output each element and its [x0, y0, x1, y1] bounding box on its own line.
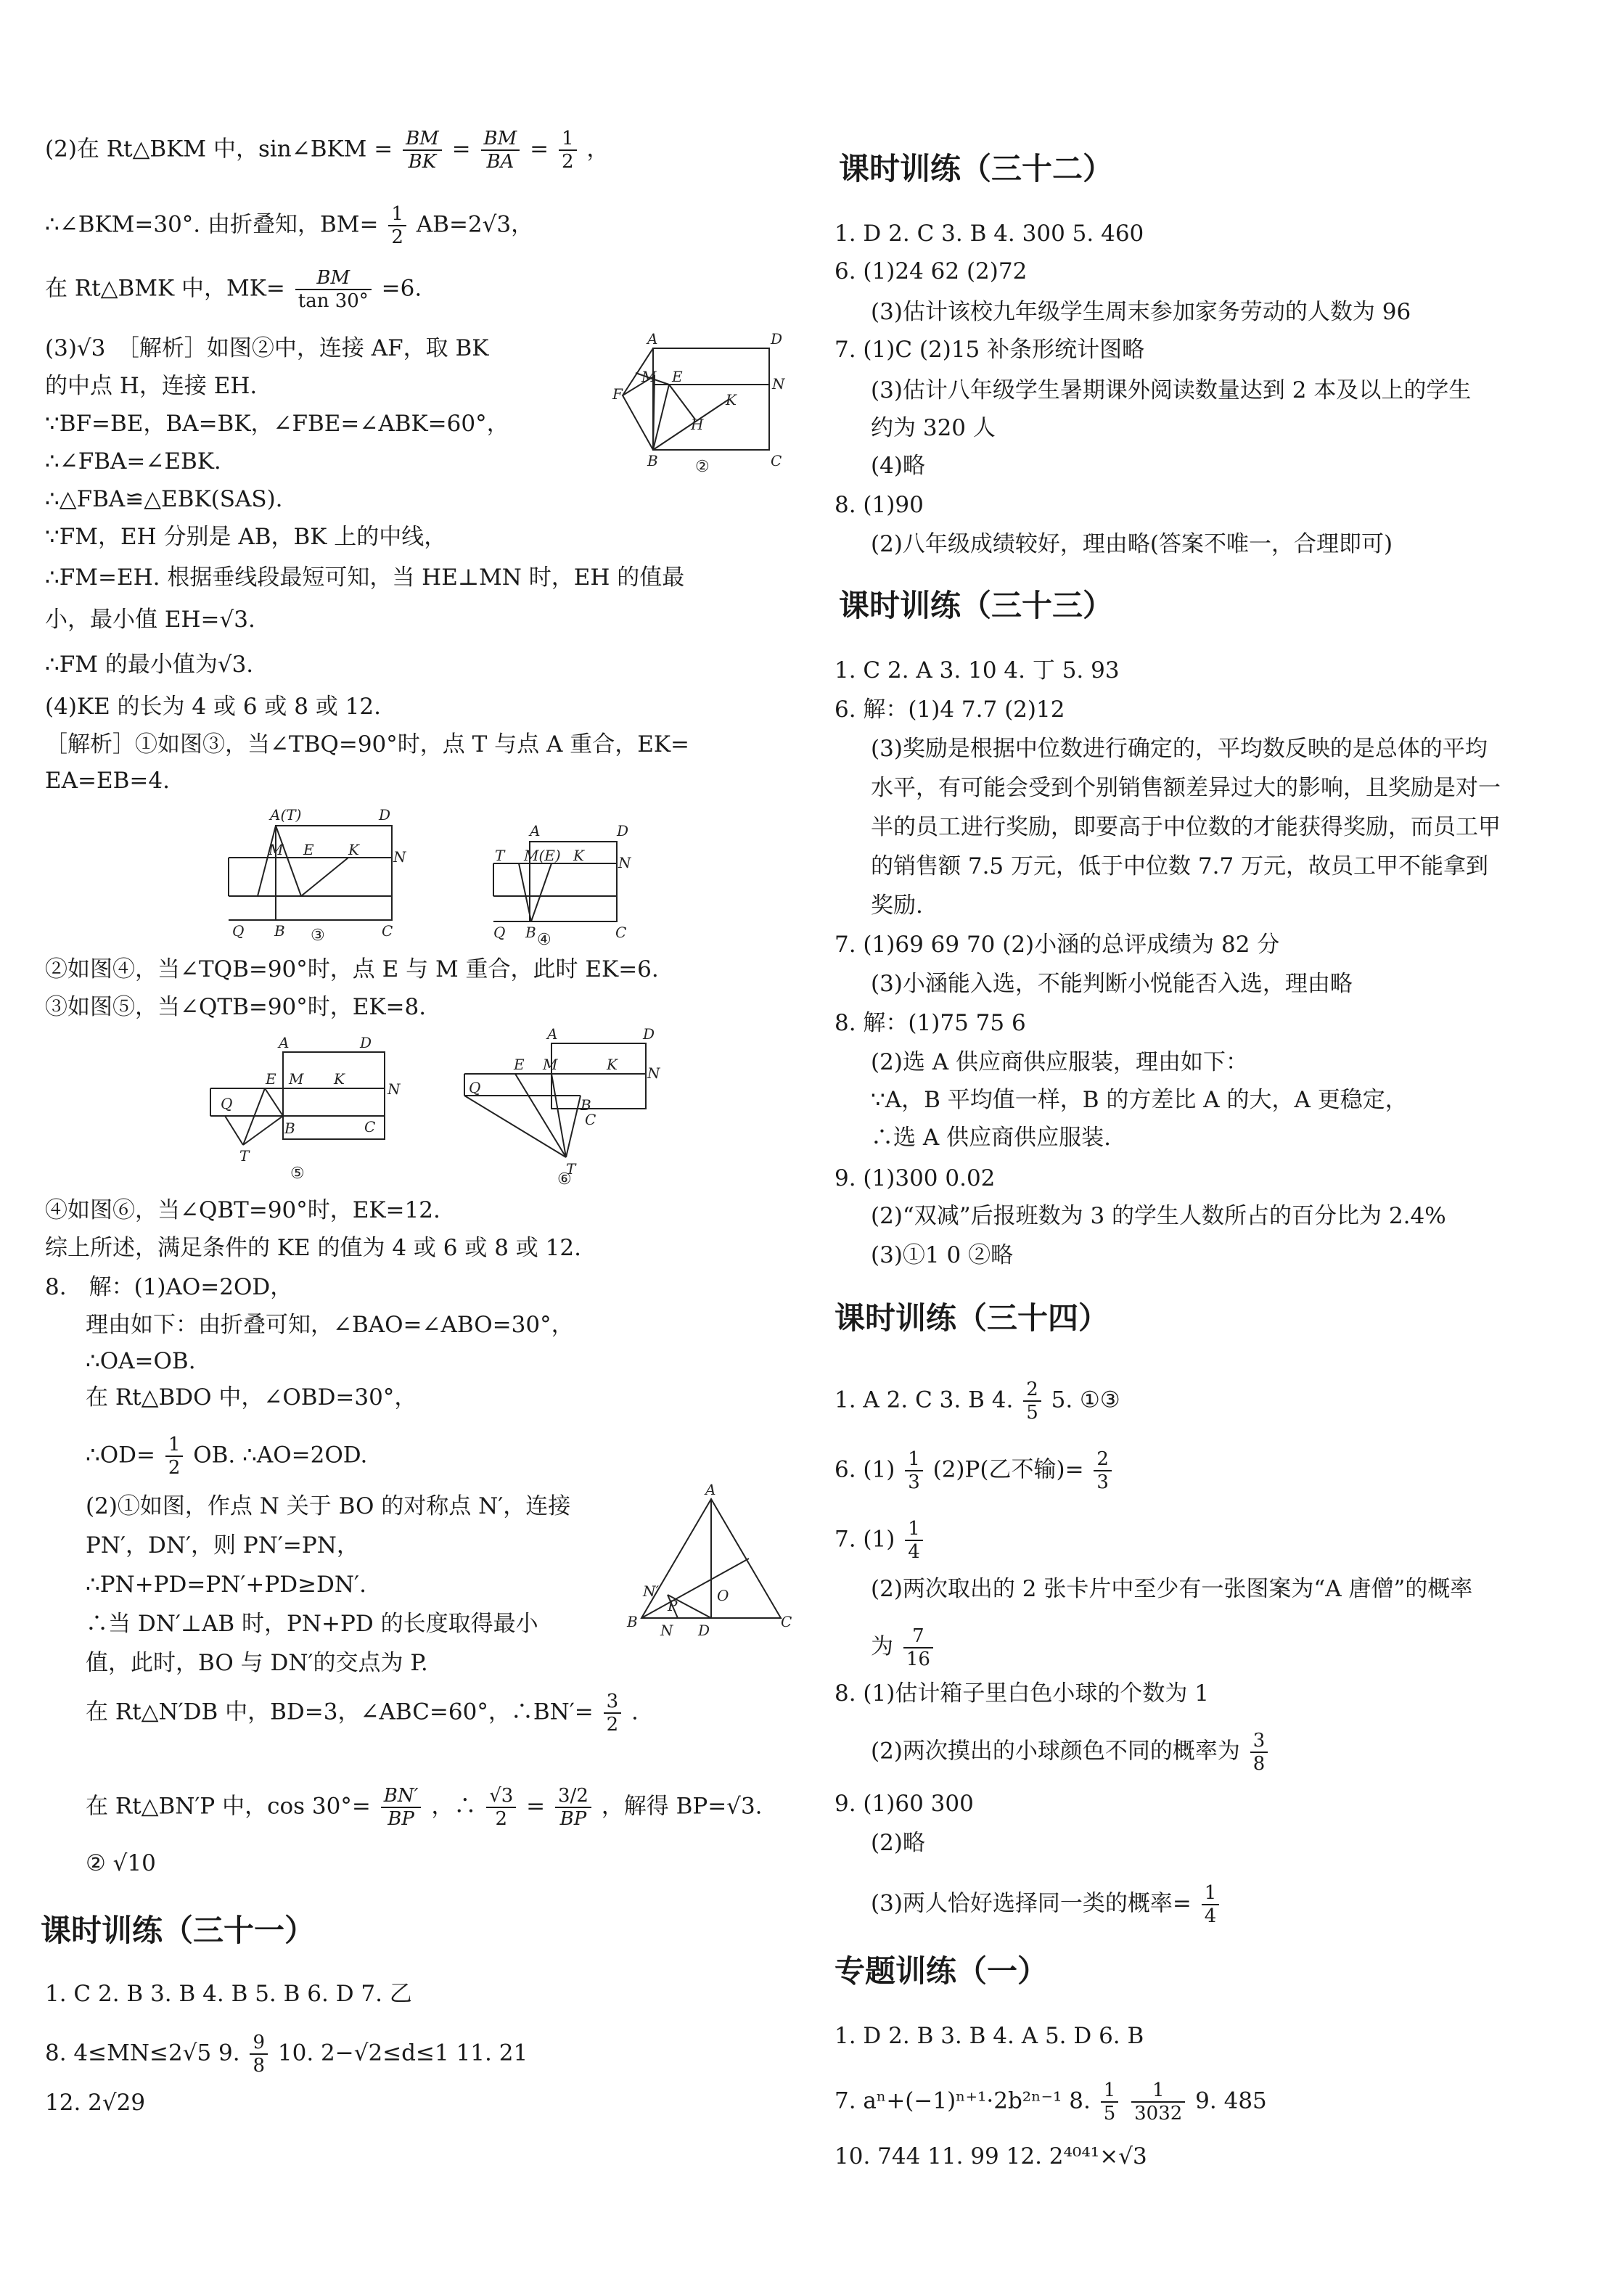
svg-text:Q: Q	[232, 922, 245, 940]
svg-text:M: M	[268, 841, 284, 858]
svg-text:C: C	[781, 1613, 792, 1630]
s33-line15: (2)“双减”后报班数为 3 的学生人数所占的百分比为 2.4%	[871, 1203, 1446, 1229]
q8-line1: 8. 解：(1)AO=2OD，	[45, 1274, 293, 1300]
section-title-31: 课时训练（三十一）	[41, 1913, 316, 1948]
s31-line1: 1. C 2. B 3. B 4. B 5. B 6. D 7. 乙	[45, 1981, 412, 2007]
svg-text:F: F	[612, 385, 623, 403]
svg-text:A: A	[530, 822, 541, 839]
figure-4	[479, 820, 646, 947]
p4-line6: ④如图⑥，当∠QBT=90°时，EK=12.	[45, 1197, 440, 1223]
fraction: $\frac{BM}{BA}$	[481, 128, 520, 173]
svg-text:M: M	[289, 1070, 304, 1088]
svg-text:A(T): A(T)	[270, 806, 302, 824]
q8-line10: 值，此时，BO 与 DN′的交点为 P.	[86, 1650, 428, 1676]
svg-text:N: N	[660, 1622, 673, 1639]
p4-line1: (4)KE 的长为 4 或 6 或 8 或 12.	[45, 694, 382, 720]
s32-line4: 7. (1)C (2)15 补条形统计图略	[834, 337, 1145, 363]
s32-line9: (2)八年级成绩较好，理由略(答案不唯一，合理即可)	[871, 531, 1393, 557]
s34-line9: (2)略	[871, 1830, 925, 1856]
svg-text:C: C	[382, 922, 393, 940]
p4-line7: 综上所述，满足条件的 KE 的值为 4 或 6 或 8 或 12.	[45, 1235, 581, 1261]
q8-line2: 理由如下：由折叠可知，∠BAO=∠ABO=30°，	[86, 1312, 574, 1338]
s33-line8: 7. (1)69 69 70 (2)小涵的总评成绩为 82 分	[834, 932, 1280, 958]
svg-text:D: D	[379, 806, 391, 824]
s33-line13: ∴选 A 供应商供应服装.	[871, 1125, 1111, 1151]
svg-text:⑤: ⑤	[290, 1165, 305, 1183]
s32-line5: (3)估计八年级学生暑期课外阅读数量达到 2 本及以上的学生	[871, 377, 1472, 403]
figure-3	[218, 805, 414, 943]
svg-text:④: ④	[537, 931, 551, 949]
svg-text:N: N	[772, 375, 785, 393]
p3-line3: ∵BF=BE，BA=BK，∠FBE=∠ABK=60°，	[45, 411, 509, 437]
q8-line9: ∴当 DN′⊥AB 时，PN+PD 的长度取得最小	[86, 1611, 538, 1637]
p4-line3: EA=EB=4.	[45, 768, 170, 794]
s33-line9: (3)小涵能入选，不能判断小悦能否入选，理由略	[871, 971, 1353, 997]
svg-text:T: T	[566, 1160, 576, 1178]
figure-triangle	[624, 1481, 798, 1639]
svg-text:B: B	[284, 1120, 295, 1137]
s32-line8: 8. (1)90	[834, 492, 924, 518]
svg-text:C: C	[615, 924, 627, 941]
svg-text:B: B	[647, 452, 658, 469]
svg-text:E: E	[514, 1056, 525, 1073]
s32-line6: 约为 320 人	[871, 415, 996, 441]
s31-line2: 8. 4≤MN≤2√5 9. $\frac{9}{8}$ 10. 2−√2≤d≤1 11. 21	[45, 2032, 528, 2077]
p3-line6: ∵FM，EH 分别是 AB，BK 上的中线，	[45, 524, 447, 550]
s34-line7: (2)两次摸出的小球颜色不同的概率为 $\frac{3}{8}$	[871, 1730, 1271, 1775]
section-title-34: 课时训练（三十四）	[834, 1300, 1110, 1336]
svg-text:C: C	[771, 452, 782, 469]
s34-line10: (3)两人恰好选择同一类的概率= $\frac{1}{4}$	[871, 1882, 1222, 1927]
svg-text:②: ②	[695, 458, 710, 476]
p2-line1: (2)在 Rt△BKM 中，sin∠BKM = $\frac{BM}{BK}$ = $\frac{BM}{BA}$ = $\frac{1}{2}$ ，	[45, 128, 610, 173]
s32-line1: 1. D 2. C 3. B 4. 300 5. 460	[834, 221, 1144, 247]
p3-line5: ∴△FBA≌△EBK(SAS).	[45, 486, 283, 512]
svg-text:E: E	[303, 841, 314, 858]
svg-text:C: C	[585, 1111, 596, 1128]
s33-line14: 9. (1)300 0.02	[834, 1165, 996, 1191]
q8-line11: 在 Rt△N′DB 中，BD=3，∠ABC=60°，∴BN′= $\frac{3}{2}$ .	[86, 1691, 639, 1736]
svg-text:D: D	[643, 1025, 655, 1043]
svg-text:K: K	[726, 391, 737, 408]
svg-text:E: E	[672, 368, 683, 385]
p3-line2: 的中点 H，连接 EH.	[45, 373, 258, 399]
s33-line2: 6. 解：(1)4 7.7 (2)12	[834, 697, 1065, 723]
svg-text:N: N	[393, 848, 406, 866]
svg-text:N: N	[647, 1064, 660, 1082]
svg-text:D: D	[698, 1622, 710, 1639]
svg-text:M: M	[641, 368, 657, 385]
svg-text:K: K	[573, 847, 584, 864]
s32-line3: (3)估计该校九年级学生周末参加家务劳动的人数为 96	[871, 299, 1411, 325]
svg-text:N: N	[618, 854, 631, 871]
s33-line1: 1. C 2. A 3. 10 4. 丁 5. 93	[834, 657, 1120, 683]
fraction: $\frac{1}{2}$	[559, 128, 577, 173]
svg-text:D: D	[360, 1034, 372, 1051]
svg-text:B: B	[581, 1096, 591, 1114]
svg-text:Q: Q	[221, 1095, 233, 1112]
p2-line2: ∴∠BKM=30°. 由折叠知，BM= $\frac{1}{2}$ AB=2√3，	[45, 203, 534, 248]
q8-line12: 在 Rt△BN′P 中，cos 30°= $\frac{BN'}{BP}$ ，∴ $\frac{√3}{2}$ = $\frac{3/2}{BP}$ ，解得 BP=√3.	[86, 1785, 763, 1830]
figure-6	[450, 1025, 668, 1188]
p3-line1: (3)√3 ［解析］如图②中，连接 AF，取 BK	[45, 335, 489, 361]
q8-line4: 在 Rt△BDO 中，∠OBD=30°，	[86, 1384, 417, 1411]
q8-line3: ∴OA=OB.	[86, 1348, 196, 1374]
section-title-33: 课时训练（三十三）	[839, 588, 1114, 623]
q8-line5: ∴OD= $\frac{1}{2}$ OB. ∴AO=2OD.	[86, 1434, 368, 1479]
p3-line7: ∴FM=EH. 根据垂线段最短可知，当 HE⊥MN 时，EH 的值最	[45, 564, 685, 591]
s33-line5: 半的员工进行奖励，即要高于中位数的才能获得奖励，而员工甲	[871, 814, 1501, 840]
q8-line7: PN′，DN′，则 PN′=PN，	[86, 1532, 359, 1559]
svg-text:T: T	[495, 847, 505, 864]
figure-5	[203, 1034, 401, 1183]
s34-line5: 为 $\frac{7}{16}$	[871, 1625, 936, 1670]
section-title-32: 课时训练（三十二）	[839, 151, 1114, 186]
svg-text:K: K	[607, 1056, 618, 1073]
zt-line2: 7. aⁿ+(−1)ⁿ⁺¹·2b²ⁿ⁻¹ 8. $\frac{1}{5}$ $\frac{1}{3032}$ 9. 485	[834, 2079, 1267, 2124]
svg-text:C: C	[364, 1118, 376, 1136]
svg-text:A: A	[279, 1034, 290, 1051]
p3-line8: 小，最小值 EH=√3.	[45, 607, 255, 633]
p4-line5: ③如图⑤，当∠QTB=90°时，EK=8.	[45, 994, 427, 1020]
svg-text:Q: Q	[493, 924, 506, 941]
q8-line6: (2)①如图，作点 N 关于 BO 的对称点 N′，连接	[86, 1493, 571, 1519]
s33-line4: 水平，有可能会受到个别销售额差异过大的影响，且奖励是对一	[871, 775, 1501, 801]
svg-text:K: K	[334, 1070, 345, 1088]
svg-text:Q: Q	[469, 1079, 481, 1096]
svg-text:③: ③	[311, 927, 325, 945]
s33-line16: (3)①1 0 ②略	[871, 1242, 1014, 1268]
svg-text:A: A	[547, 1025, 558, 1043]
svg-text:M(E): M(E)	[524, 847, 561, 864]
s34-line2: 6. (1) $\frac{1}{3}$ (2)P(乙不输)= $\frac{2}{3}$	[834, 1448, 1115, 1493]
svg-text:B: B	[274, 922, 285, 940]
s33-line3: (3)奖励是根据中位数进行确定的，平均数反映的是总体的平均	[871, 736, 1488, 762]
svg-text:O: O	[717, 1587, 729, 1604]
s32-line7: (4)略	[871, 453, 925, 479]
svg-text:N: N	[387, 1080, 401, 1098]
svg-text:K: K	[348, 841, 359, 858]
s31-line3: 12. 2√29	[45, 2090, 146, 2116]
svg-text:A: A	[705, 1481, 716, 1498]
s33-line7: 奖励.	[871, 892, 923, 919]
svg-text:D: D	[771, 330, 783, 348]
p2-line3: 在 Rt△BMK 中，MK= $\frac{BM}{\tan 30^\circ}$ =6.	[45, 267, 422, 312]
s32-line2: 6. (1)24 62 (2)72	[834, 258, 1028, 284]
s34-line1: 1. A 2. C 3. B 4. $\frac{2}{5}$ 5. ①③	[834, 1379, 1120, 1424]
s34-line6: 8. (1)估计箱子里白色小球的个数为 1	[834, 1680, 1209, 1707]
svg-text:D: D	[617, 822, 629, 839]
p4-line4: ②如图④，当∠TQB=90°时，点 E 与 M 重合，此时 EK=6.	[45, 956, 659, 982]
svg-text:⑥: ⑥	[557, 1170, 572, 1188]
p3-line9: ∴FM 的最小值为√3.	[45, 652, 254, 678]
figure-2	[610, 327, 791, 479]
p3-line4: ∴∠FBA=∠EBK.	[45, 448, 221, 475]
svg-text:B: B	[525, 924, 536, 941]
s34-line8: 9. (1)60 300	[834, 1791, 974, 1817]
svg-text:E: E	[266, 1070, 276, 1088]
s33-line11: (2)选 A 供应商供应服装，理由如下：	[871, 1049, 1249, 1075]
s34-line4: (2)两次取出的 2 张卡片中至少有一张图案为“A 唐僧”的概率	[871, 1576, 1473, 1602]
svg-text:H: H	[691, 416, 704, 433]
s34-line3: 7. (1) $\frac{1}{4}$	[834, 1518, 926, 1563]
section-title-zt1: 专题训练（一）	[834, 1953, 1049, 1989]
svg-text:B: B	[627, 1613, 638, 1630]
svg-text:A: A	[647, 330, 658, 348]
fraction: $\frac{BM}{BK}$	[403, 128, 442, 173]
q8-line13: ② √10	[86, 1850, 156, 1876]
svg-text:N′: N′	[643, 1582, 660, 1600]
q8-line8: ∴PN+PD=PN′+PD≥DN′.	[86, 1572, 366, 1598]
s33-line12: ∵A，B 平均值一样，B 的方差比 A 的大，A 更稳定，	[871, 1087, 1408, 1113]
zt-line1: 1. D 2. B 3. B 4. A 5. D 6. B	[834, 2023, 1144, 2049]
zt-line3: 10. 744 11. 99 12. 2⁴⁰⁴¹×√3	[834, 2143, 1147, 2169]
s33-line10: 8. 解：(1)75 75 6	[834, 1010, 1026, 1036]
s33-line6: 的销售额 7.5 万元，低于中位数 7.7 万元，故员工甲不能拿到	[871, 853, 1489, 879]
p4-line2: ［解析］①如图③，当∠TBQ=90°时，点 T 与点 A 重合，EK=	[45, 731, 690, 757]
svg-text:M: M	[543, 1056, 558, 1073]
svg-text:P: P	[668, 1597, 678, 1614]
svg-text:T: T	[239, 1147, 250, 1165]
